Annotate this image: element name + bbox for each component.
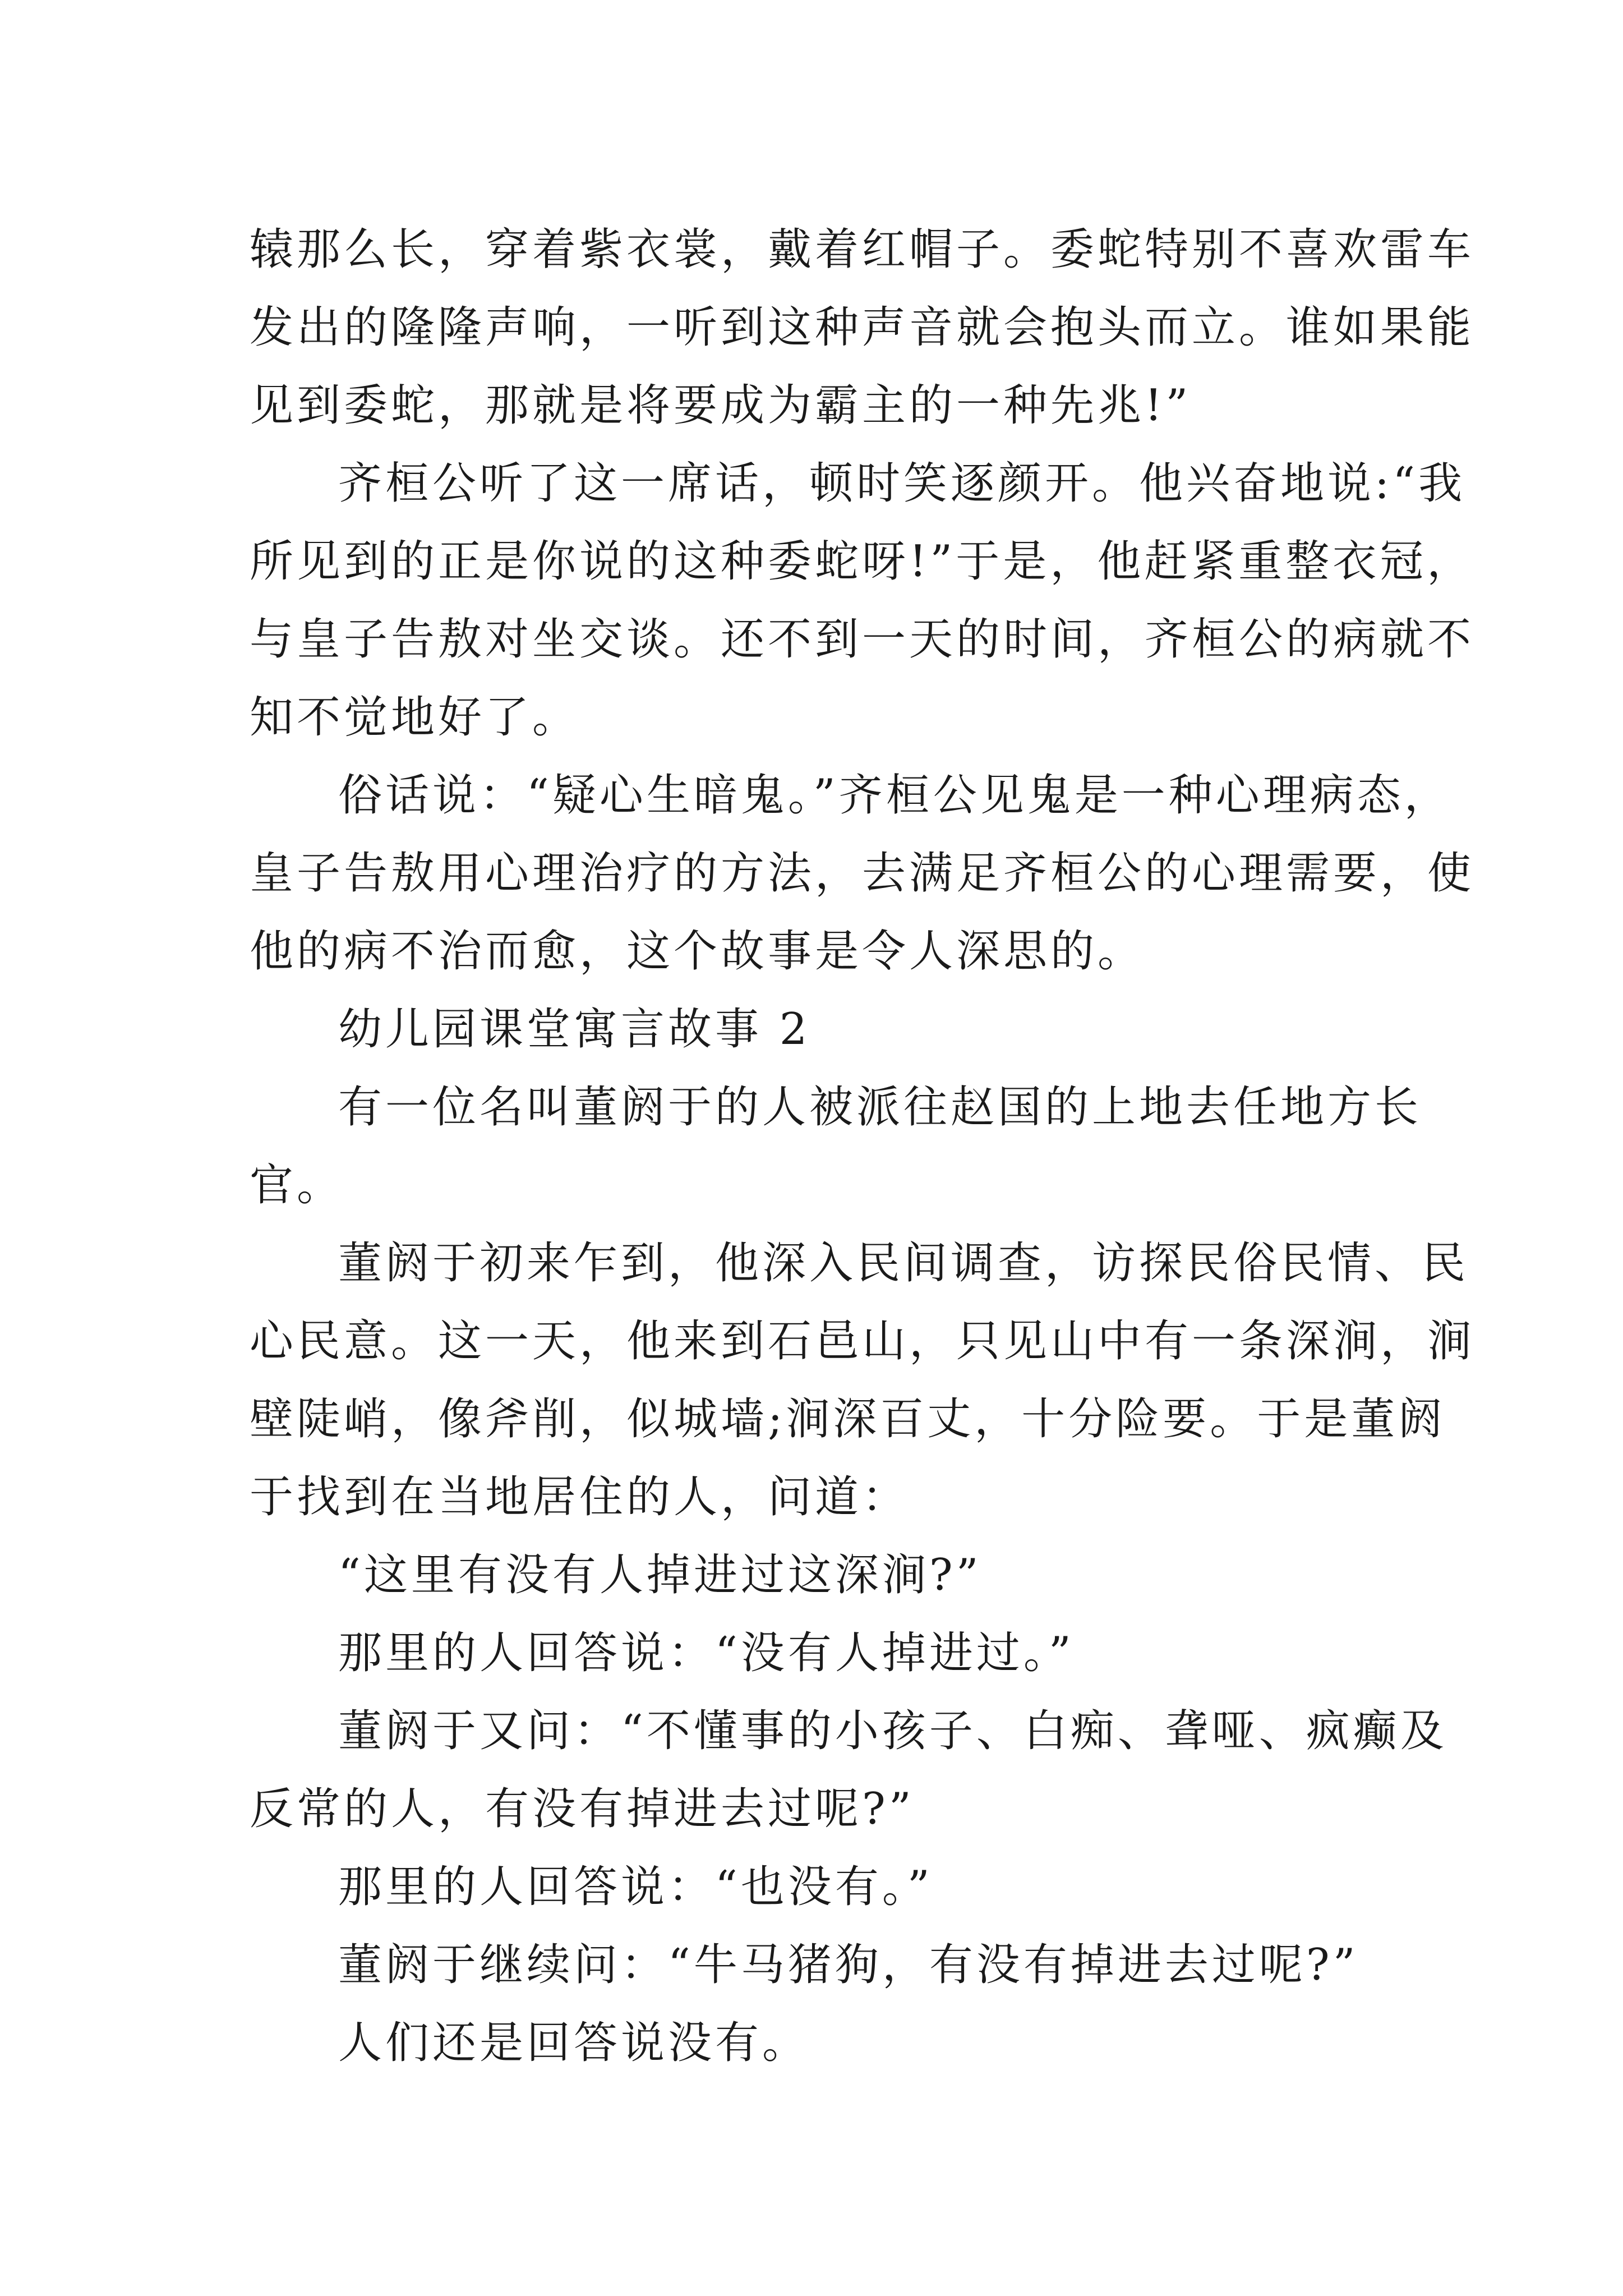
- text-line: 反常的人，有没有掉进去过呢?”: [250, 1784, 915, 1834]
- text-line: 心民意。这一天，他来到石邑山，只见山中有一条深涧，涧: [250, 1316, 1475, 1366]
- text-line: 发出的隆隆声响，一听到这种声音就会抱头而立。谁如果能: [250, 302, 1475, 353]
- text-line: 知不觉地好了。: [250, 692, 580, 743]
- text-line: 皇子告敖用心理治疗的方法，去满足齐桓公的心理需要，使: [250, 848, 1475, 899]
- body-text: [250, 211, 1475, 2082]
- text-line: 辕那么长，穿着紫衣裳，戴着红帽子。委蛇特别不喜欢雷车: [250, 224, 1475, 275]
- text-line: 俗话说：“疑心生暗鬼。”齐桓公见鬼是一种心理病态，: [338, 770, 1451, 821]
- text-line: 与皇子告敖对坐交谈。还不到一天的时间，齐桓公的病就不: [250, 614, 1475, 665]
- text-line: 有一位名叫董阏于的人被派往赵国的上地去任地方长: [338, 1082, 1422, 1133]
- text-line: 他的病不治而愈，这个故事是令人深思的。: [250, 926, 1145, 977]
- text-line: 于找到在当地居住的人，问道：: [250, 1472, 910, 1522]
- text-line: 董阏于继续问：“牛马猪狗，有没有掉进去过呢?”: [338, 1940, 1359, 1990]
- text-line: “这里有没有人掉进过这深涧?”: [338, 1550, 982, 1600]
- text-line: 董阏于初来乍到，他深入民间调查，访探民俗民情、民: [338, 1238, 1469, 1289]
- text-line: 人们还是回答说没有。: [338, 2018, 810, 2068]
- section-heading: 幼儿园课堂寓言故事 2: [338, 1004, 811, 1055]
- text-line: 那里的人回答说：“也没有。”: [338, 1862, 933, 1912]
- text-line: 那里的人回答说：“没有人掉进过。”: [338, 1628, 1075, 1678]
- text-line: 齐桓公听了这一席话，顿时笑逐颜开。他兴奋地说:“我: [338, 458, 1466, 509]
- text-line: 见到委蛇，那就是将要成为霸主的一种先兆!”: [250, 380, 1192, 431]
- text-line: 所见到的正是你说的这种委蛇呀!”于是，他赶紧重整衣冠，: [250, 536, 1474, 587]
- text-line: 董阏于又问：“不懂事的小孩子、白痴、聋哑、疯癫及: [338, 1706, 1447, 1756]
- text-line: 壁陡峭，像斧削，似城墙;涧深百丈，十分险要。于是董阏: [250, 1394, 1446, 1444]
- text-line: 官。: [250, 1160, 344, 1211]
